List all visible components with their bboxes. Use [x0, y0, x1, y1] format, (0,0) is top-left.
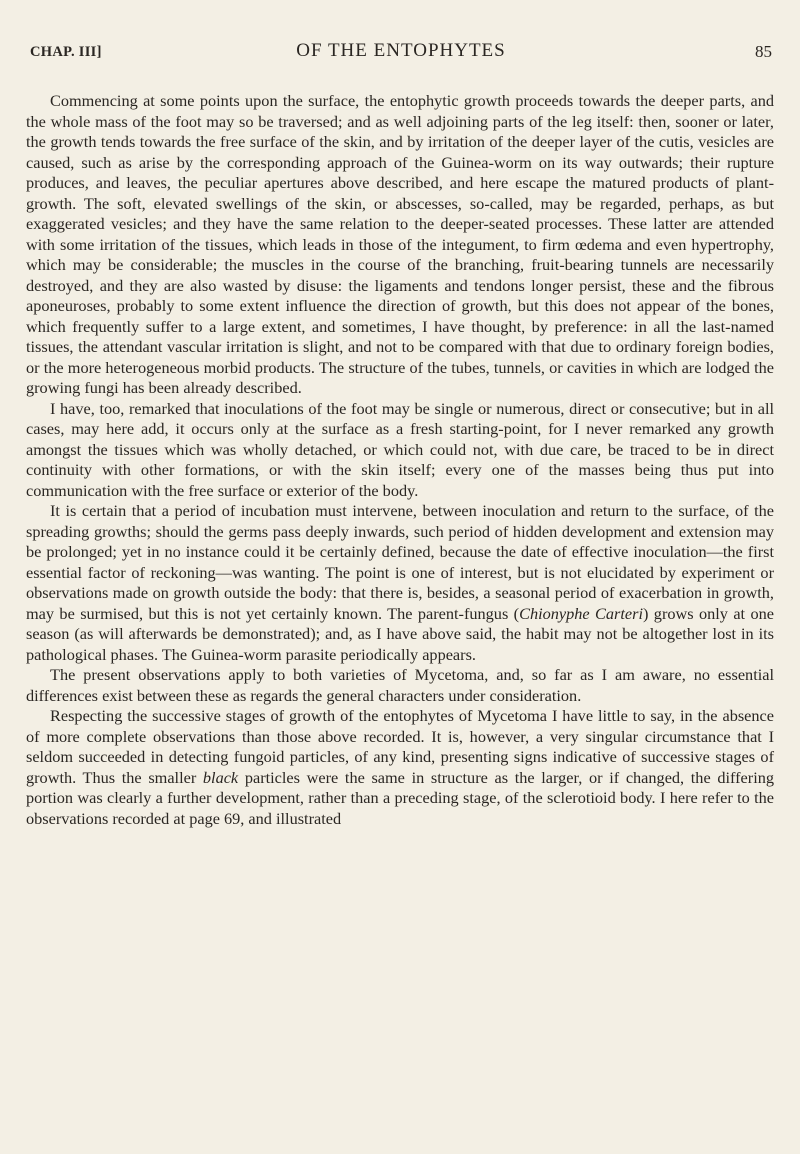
running-head [30, 40, 772, 68]
emphasis-black: black [202, 767, 239, 787]
paragraph-incubation-part-2: ) grows only at one season (as will afterwards be demonstrated); and, as I have above said, the habit may not be altogether lost in its pathological phases. The Guinea-worm parasite periodically appears. [26, 603, 774, 664]
species-name: Chionyphe Carteri [519, 603, 643, 623]
chapter-label: CHAP. III] [30, 44, 102, 60]
paragraph-entophytic-growth: Commencing at some points upon the surface, the entophytic growth proceeds towards the deeper parts, and the whole mass of the foot may so be traversed; and as well adjoining parts of the leg itself: then, sooner or later, the growth tends towards the free surface of the skin, and by irritation of the deeper layer of the cutis, vesicles are caused, such as arise by the corresponding approach of the Guinea-worm on its way outwards; their rupture produces, and leaves, the peculiar apertures above described, and here escape the matured products of plant-growth. The soft, elevated swellings of the skin, or abscesses, so-called, may be regarded, perhaps, as but exaggerated vesicles; and they have the same relation to the deeper-seated processes. These latter are attended with some irritation of the tissues, which leads in those of the integument, to firm œdema and even hypertrophy, which may be considerable; the muscles in the course of the branching, fruit-bearing tunnels are necessarily destroyed, and they are also wasted by disuse: the ligaments and tendons longer persist, these and the fibrous aponeuroses, probably to some extent influence the direction of growth, but this does not appear of the bones, which frequently suffer to a large extent, and sometimes, I have thought, by preference: in all the last-named tissues, the attendant vascular irritation is slight, and not to be compared with that due to ordinary foreign bodies, or the more heterogeneous morbid products. The structure of the tubes, tunnels, or cavities in which are lodged the growing fungi has been already described. [26, 91, 774, 397]
running-title: OF THE ENTOPHYTES [296, 40, 506, 61]
paragraph-stages-part-2: particles were the same in structure as the larger, or if changed, the differing portion was clearly a further development, rather than a preceding stage, of the sclerotioid body. I here refer to the observations recorded at page 69, and illustrated [26, 767, 774, 828]
paragraph-inoculations: I have, too, remarked that inoculations of the foot may be single or numerous, direct or consecutive; but in all cases, may here add, it occurs only at the surface as a fresh starting-point, for I never remarked any growth amongst the tissues which was wholly detached, or which could not, with due care, be traced to be in direct continuity with other formations, or with the skin itself; every one of the masses being thus put into communication with the free surface or exterior of the body. [26, 398, 774, 500]
page-number: 85 [755, 42, 772, 61]
paragraph-varieties: The present observations apply to both varieties of Mycetoma, and, so far as I am aware, no essential differences exist between these as regards the general characters under consideration. [26, 665, 774, 705]
body-text [26, 91, 774, 829]
paragraph-incubation [26, 501, 774, 665]
paragraph-successive-stages [26, 706, 774, 829]
paragraph-stages-part-1: Respecting the successive stages of growth of the entophytes of Mycetoma I have little to say, in the absence of more complete observations than those above recorded. It is, however, a very singular circumstance that I seldom succeeded in detecting fungoid particles, of any kind, presenting signs indicative of successive stages of growth. Thus the smaller [26, 706, 774, 787]
paragraph-incubation-part-1: It is certain that a period of incubation must intervene, between inoculation and return to the surface, of the spreading growths; should the germs pass deeply inwards, such period of hidden development and extension may be prolonged; yet in no instance could it be certainly defined, because the date of effective inoculation—the first essential factor of reckoning—was wanting. The point is one of interest, but is not elucidated by experiment or observations made on growth outside the body: that there is, besides, a seasonal period of exacerbation in growth, may be surmised, but this is not yet certainly known. The parent-fungus ( [26, 501, 774, 623]
